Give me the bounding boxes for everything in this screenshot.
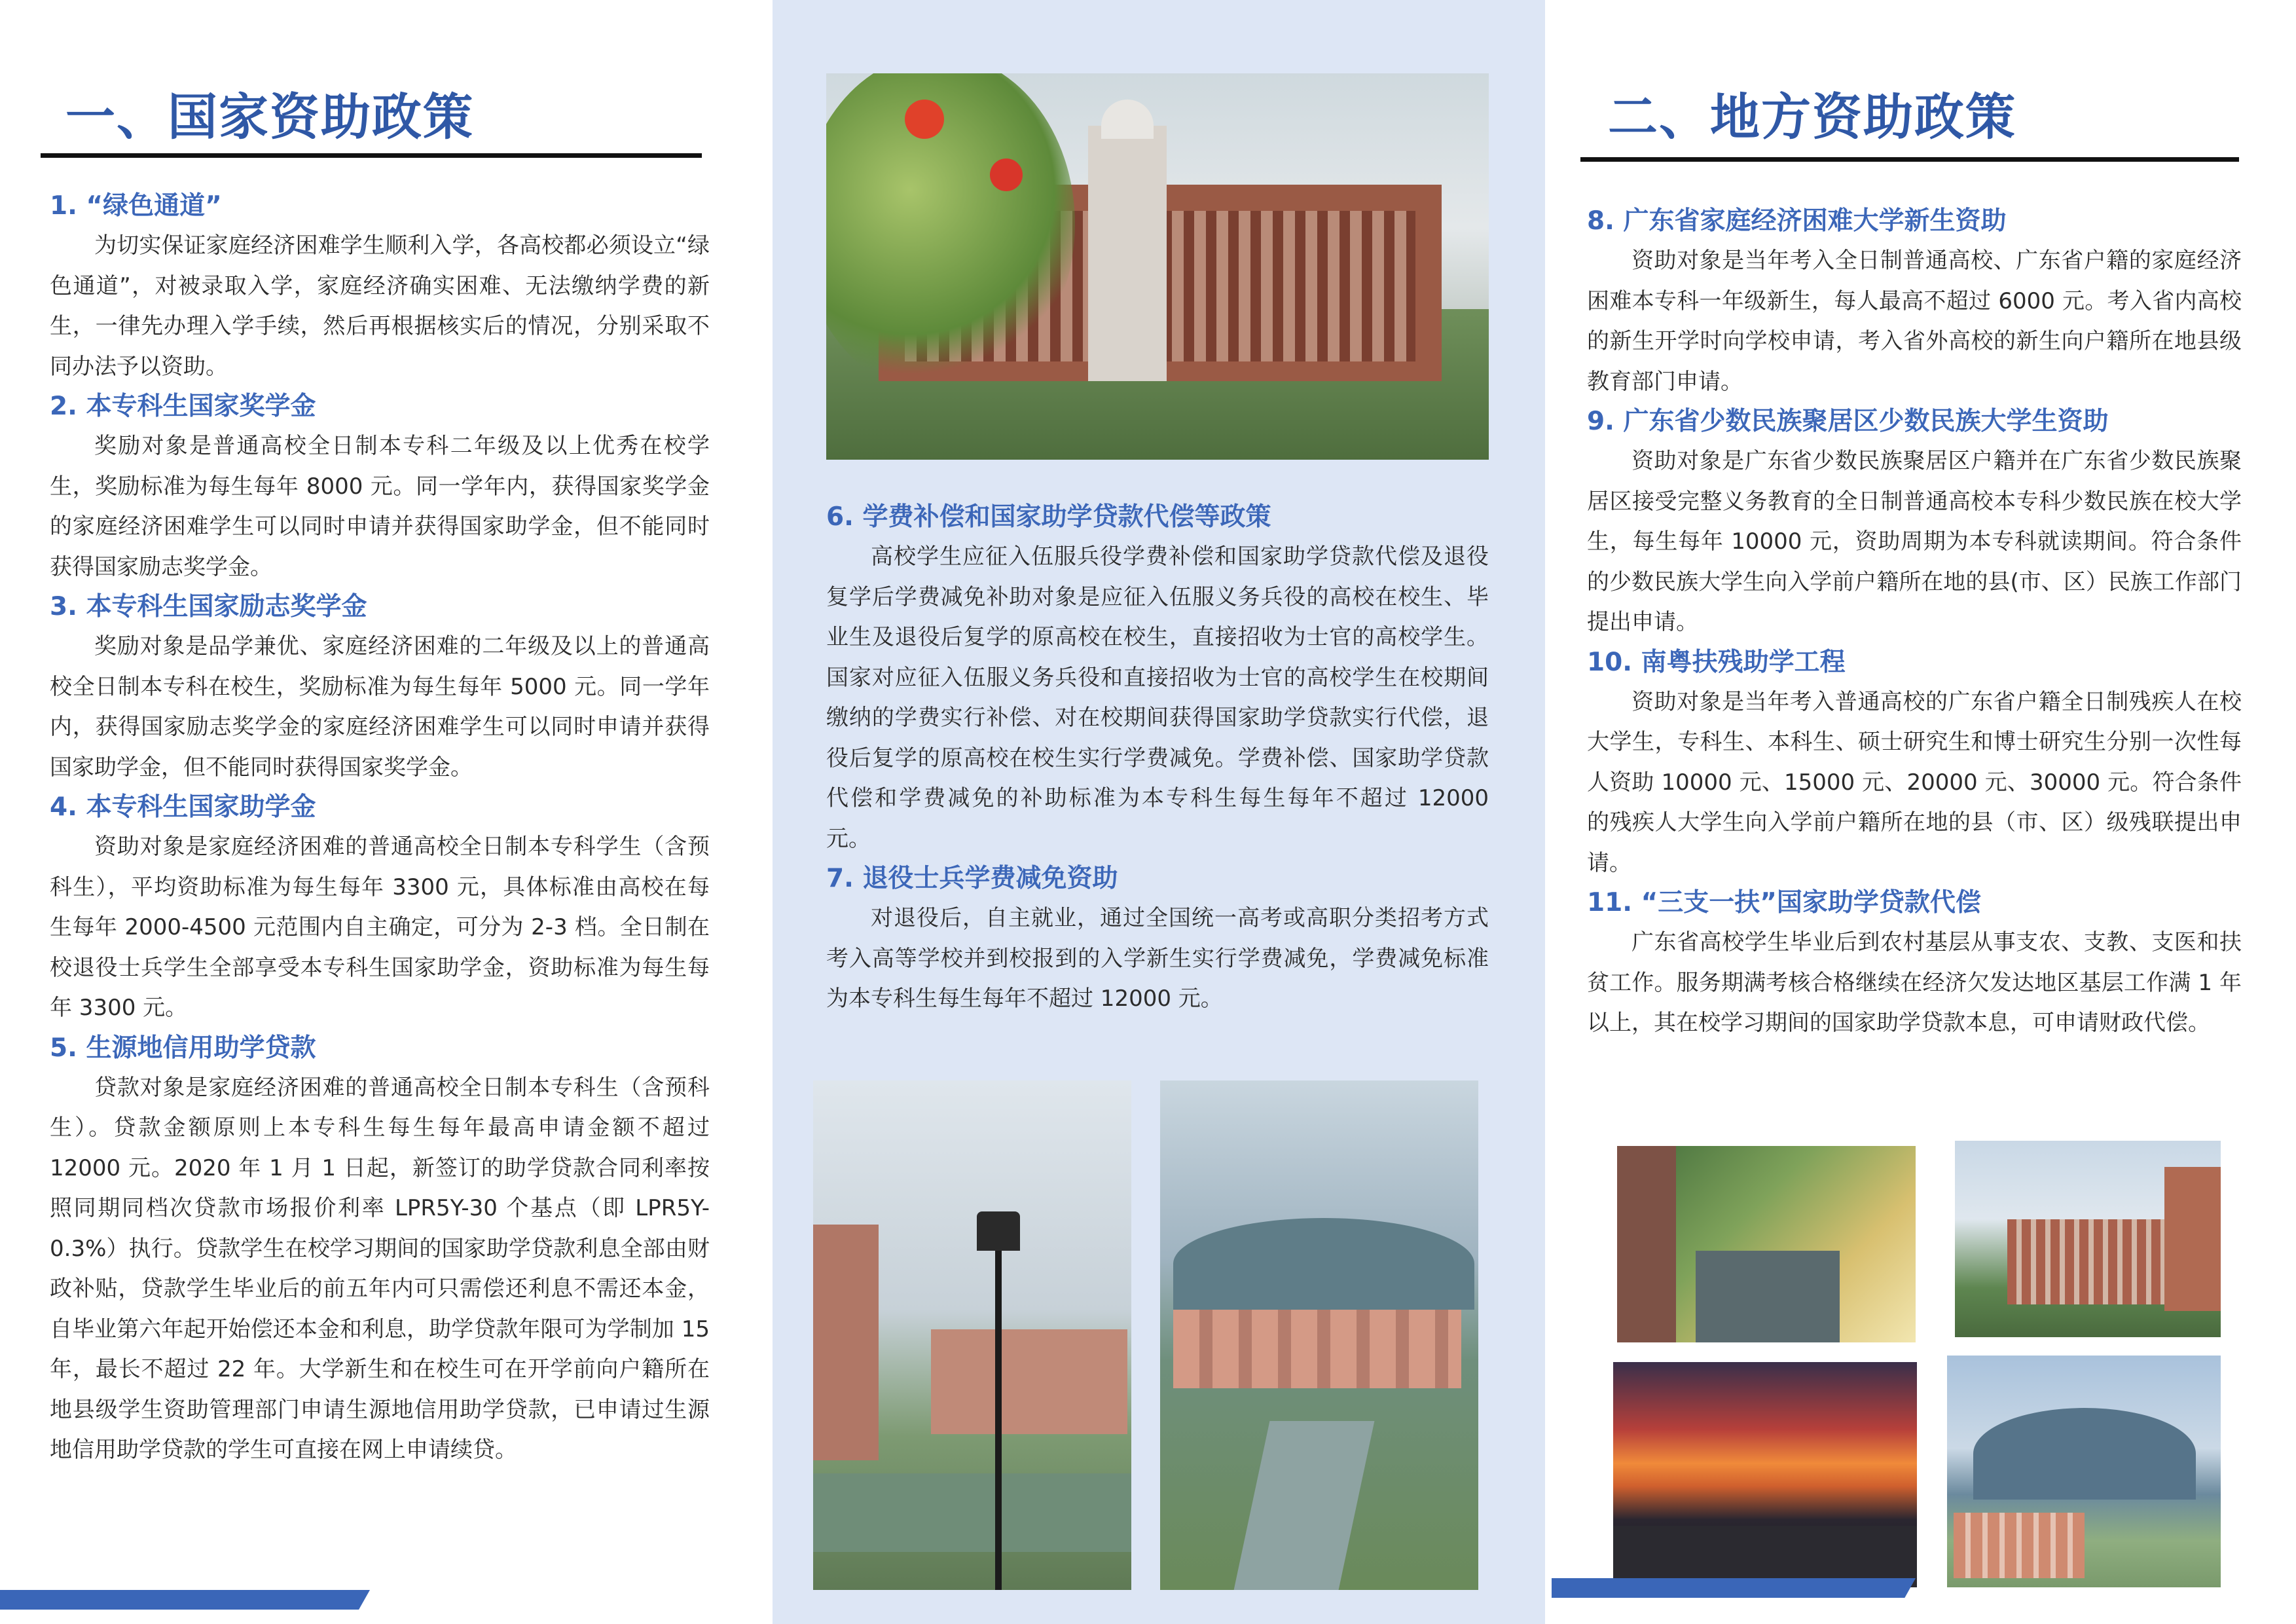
section-heading: 9. 广东省少数民族聚居区少数民族大学生资助 <box>1587 407 2109 436</box>
section-heading: 6. 学费补偿和国家助学贷款代偿等政策 <box>826 502 1271 532</box>
left-title: 一、国家资助政策 <box>65 88 474 146</box>
section-heading: 11. “三支一扶”国家助学贷款代偿 <box>1587 888 1981 917</box>
section-heading: 8. 广东省家庭经济困难大学新生资助 <box>1587 206 2007 236</box>
section-heading: 10. 南粤扶残助学工程 <box>1587 647 1846 677</box>
section-text: 对退役后，自主就业，通过全国统一高考或高职分类招考方式考入高等学校并到校报到的入学新生实行学费减免，学费减免标准为本专科生每生每年不超过 12000 元。 <box>826 905 1489 1012</box>
campus-sunset-photo <box>1613 1362 1917 1587</box>
section-heading: 1. “绿色通道” <box>50 191 222 221</box>
section-national-scholarship <box>50 387 710 587</box>
section-heading: 4. 本专科生国家助学金 <box>50 792 316 822</box>
section-text: 广东省高校学生毕业后到农村基层从事支农、支教、支医和扶贫工作。服务期满考核合格继续在经济欠发达地区基层工作满 1 年以上，其在校学习期间的国家助学贷款本息，可申请财政代偿。 <box>1587 929 2242 1036</box>
campus-aerial-river-photo <box>1160 1080 1478 1590</box>
section-text: 奖励对象是普通高校全日制本专科二年级及以上优秀在校学生，奖励标准为每生每年 8000 元。同一学年内，获得国家奖学金的家庭经济困难学生可以同时申请并获得国家助学金，但不能同时获得国家励志奖学金。 <box>50 433 710 580</box>
left-title-rule <box>41 153 702 158</box>
campus-building-photo <box>826 73 1489 460</box>
section-text: 奖励对象是品学兼优、家庭经济困难的二年级及以上的普通高校全日制本专科在校生，奖励标准为每生每年 5000 元。同一学年内，获得国家励志奖学金的家庭经济困难学生可以同时申请并获得国家助学金，但不能同时获得国家奖学金。 <box>50 633 710 781</box>
section-text: 高校学生应征入伍服兵役学费补偿和国家助学贷款代偿及退役复学后学费减免补助对象是应征入伍服义务兵役的高校在校生、毕业生及退役后复学的原高校在校生，直接招收为士官的高校学生。国家对应征入伍服义务兵役和直接招收为士官的高校学生在校期间缴纳的学费实行补偿、对在校期间获得国家助学贷款实行代偿，退役后复学的原高校在校生实行学费减免。学费补偿、国家助学贷款代偿和学费减免的补助标准为本专科生每生每年不超过 12000 元。 <box>826 544 1489 852</box>
section-heading: 7. 退役士兵学费减免资助 <box>826 864 1118 893</box>
section-green-channel <box>50 187 710 387</box>
right-footer-bar <box>1552 1578 1916 1598</box>
section-veteran-tuition <box>826 859 1489 1020</box>
section-three-support <box>1587 883 2242 1044</box>
campus-mountain-view-photo <box>1947 1356 2221 1587</box>
right-panel <box>1552 0 2296 1624</box>
left-footer-bar <box>0 1590 370 1610</box>
campus-main-building-photo <box>1955 1141 2221 1337</box>
right-title-rule <box>1580 157 2239 162</box>
right-content <box>1587 202 2242 1044</box>
section-text: 为切实保证家庭经济困难学生顺利入学，各高校都必须设立“绿色通道”，对被录取入学，家庭经济确实困难、无法缴纳学费的新生，一律先办理入学手续，然后再根据核实后的情况，分别采取不同办法予以资助。 <box>50 232 710 380</box>
right-title: 二、地方资助政策 <box>1608 88 2016 146</box>
section-encouragement-scholarship <box>50 587 710 788</box>
section-text: 资助对象是当年考入全日制普通高校、广东省户籍的家庭经济困难本专科一年级新生，每人最高不超过 6000 元。考入省内高校的新生开学时向学校申请，考入省外高校的新生向户籍所在地县级教育部门申请。 <box>1587 248 2242 395</box>
section-minority-aid <box>1587 402 2242 643</box>
section-guangdong-freshman <box>1587 202 2242 402</box>
section-heading: 3. 本专科生国家励志奖学金 <box>50 592 367 621</box>
section-text: 资助对象是家庭经济困难的普通高校全日制本专科学生（含预科生），平均资助标准为每生每年 3300 元，具体标准由高校在每生每年 2000-4500 元范围内自主确定，可分为 2-3 档。全日制在校退役士兵学生全部享受本专科生国家助学金，资助标准为每生每年 3300 元。 <box>50 834 710 1021</box>
section-heading: 2. 本专科生国家奖学金 <box>50 392 316 421</box>
campus-lake-lamp-photo <box>813 1080 1131 1590</box>
left-panel <box>0 0 766 1624</box>
section-heading: 5. 生源地信用助学贷款 <box>50 1033 316 1063</box>
section-tuition-compensation <box>826 498 1489 859</box>
middle-panel <box>773 0 1545 1624</box>
section-text: 贷款对象是家庭经济困难的普通高校全日制本专科生（含预科生）。贷款金额原则上本专科生每生每年最高申请金额不超过 12000 元。2020 年 1 月 1 日起，新签订的助学贷款合同利率按照同期同档次贷款市场报价利率 LPR5Y-30 个基点（即 LPR5Y-0.3%）执行。贷款学生在校学习期间的国家助学贷款利息全部由财政补贴，贷款学生毕业后的前五年内可只需偿还利息不需还本金，自毕业第六年起开始偿还本金和利息，助学贷款年限可为学制加 15 年，最长不超过 22 年。大学新生和在校生可在开学前向户籍所在地县级学生资助管理部门申请生源地信用助学贷款，已申请过生源地信用助学贷款的学生可直接在网上申请续贷。 <box>50 1074 710 1463</box>
left-content <box>50 187 710 1471</box>
section-text: 资助对象是当年考入普通高校的广东省户籍全日制残疾人在校大学生，专科生、本科生、硕士研究生和博士研究生分别一次性每人资助 10000 元、15000 元、20000 元、30000 元。符合条件的残疾人大学生向入学前户籍所在地的县（市、区）级残联提出申请。 <box>1587 688 2242 876</box>
campus-trees-sunlight-photo <box>1617 1146 1916 1342</box>
section-national-grant <box>50 788 710 1029</box>
section-text: 资助对象是广东省少数民族聚居区户籍并在广东省少数民族聚居区接受完整义务教育的全日制普通高校本专科少数民族在校大学生，每生每年 10000 元，资助周期为本专科就读期间。符合条件的少数民族大学生向入学前户籍所在地的县(市、区）民族工作部门提出申请。 <box>1587 448 2242 635</box>
section-disability-aid <box>1587 643 2242 884</box>
middle-content <box>826 498 1489 1020</box>
section-student-loan <box>50 1029 710 1471</box>
